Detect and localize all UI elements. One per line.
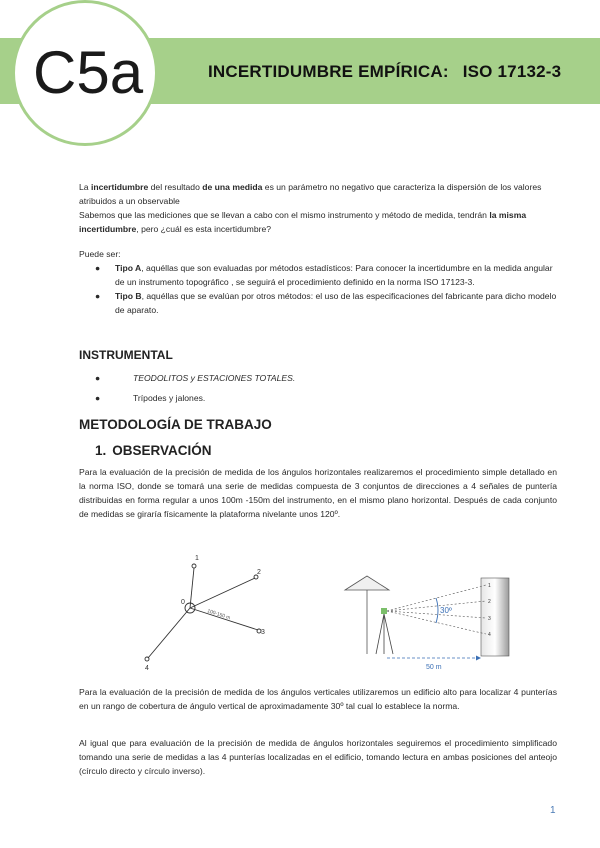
list-item: ● TEODOLITOS y ESTACIONES TOTALES. — [95, 373, 296, 383]
direction-line-4 — [148, 608, 190, 658]
point-label: 3 — [261, 629, 265, 636]
list-item: ● Tipo A, aquéllas que son evaluadas por métodos estadísticos: Para conocer la incertidumbre en la medida angular de un instrumento topográfico , se seguirá el procedimiento definido en la norma ISO 17123-3. — [95, 263, 553, 287]
building-icon — [481, 578, 509, 656]
section-heading: 1. OBSERVACIÓN — [95, 443, 212, 458]
horizontal-figure — [135, 548, 285, 670]
intro-paragraph-1: La incertidumbre del resultado de una medida es un parámetro no negativo que caracteriza la dispersión de los valores atribuidos a un observable — [79, 182, 542, 206]
direction-line-2 — [190, 578, 255, 608]
metodologia-heading: METODOLOGÍA DE TRABAJO — [79, 417, 272, 432]
types-list — [79, 261, 557, 317]
intro-paragraph-2: Sabemos que las mediciones que se llevan a cabo con el mismo instrumento y método de medida, tendrán la misma incertidumbre, pero ¿cuál es esta incertidumbre? — [79, 210, 527, 234]
angle-arc — [436, 598, 438, 623]
target-label: 2 — [488, 599, 491, 605]
target-label: 1 — [488, 583, 491, 589]
list-item: ● Trípodes y jalones. — [95, 393, 206, 403]
vertical-figure — [340, 572, 515, 674]
direction-line-1 — [190, 568, 194, 608]
observacion-paragraph-3: Al igual que para evaluación de la precisión de medida de ángulos horizontales seguiremos el procedimiento simplificado tomando una serie de medidas a las 4 punterías localizadas en el edificio, tomando lectura en ambas posiciones del anteojo (círculo directo y círculo inverso). — [79, 738, 557, 776]
standard-label: ISO 17132-3 — [462, 62, 562, 81]
target-marker-1 — [192, 564, 196, 568]
instrument-icon — [381, 608, 387, 614]
section-code: C5a — [33, 39, 144, 106]
tripod-icon — [376, 614, 393, 654]
puede-ser-label: Puede ser: — [79, 249, 121, 259]
page-number: 1 — [550, 805, 556, 816]
instrumental-list — [79, 371, 557, 405]
observacion-paragraph-2: Para la evaluación de la precisión de medida de los ángulos verticales utilizaremos un edificio alto para localizar 4 punterías en un rango de cobertura de ángulo vertical de aproximadamente 30º tal cual lo establece la norma. — [79, 687, 557, 711]
distance-label: 100-150 m — [206, 608, 231, 622]
point-label: 4 — [145, 665, 149, 670]
distance-label: 50 m — [426, 664, 442, 671]
target-marker-4 — [145, 657, 149, 661]
angle-label: 30º — [440, 606, 452, 615]
point-label: 2 — [257, 569, 261, 576]
instrumental-heading: INSTRUMENTAL — [79, 348, 173, 362]
point-label: 1 — [195, 555, 199, 562]
page-title — [208, 62, 561, 82]
center-label: 0 — [181, 599, 185, 606]
list-item: ● Tipo B, aquéllas que se evalúan por otros métodos: el uso de las especificaciones del fabricante para dicho modelo de aparato. — [95, 291, 557, 315]
target-label: 3 — [488, 616, 491, 622]
title-text: INCERTIDUMBRE EMPÍRICA: — [208, 62, 449, 81]
target-label: 4 — [488, 632, 491, 638]
observacion-paragraph-1: Para la evaluación de la precisión de medida de los ángulos horizontales realizaremos el procedimiento simple detallado en la norma ISO, donde se tomará una serie de medidas compuesta de 3 conjuntos de direcciones a 4 señales de puntería distribuidas en forma regular a unos 100m -150m del instrumento, en el mismo plano horizontal. Después de cada conjunto de medidas se giraría físicamente la plataforma nivelante unos 120º. — [79, 467, 557, 519]
umbrella-icon — [345, 576, 389, 590]
